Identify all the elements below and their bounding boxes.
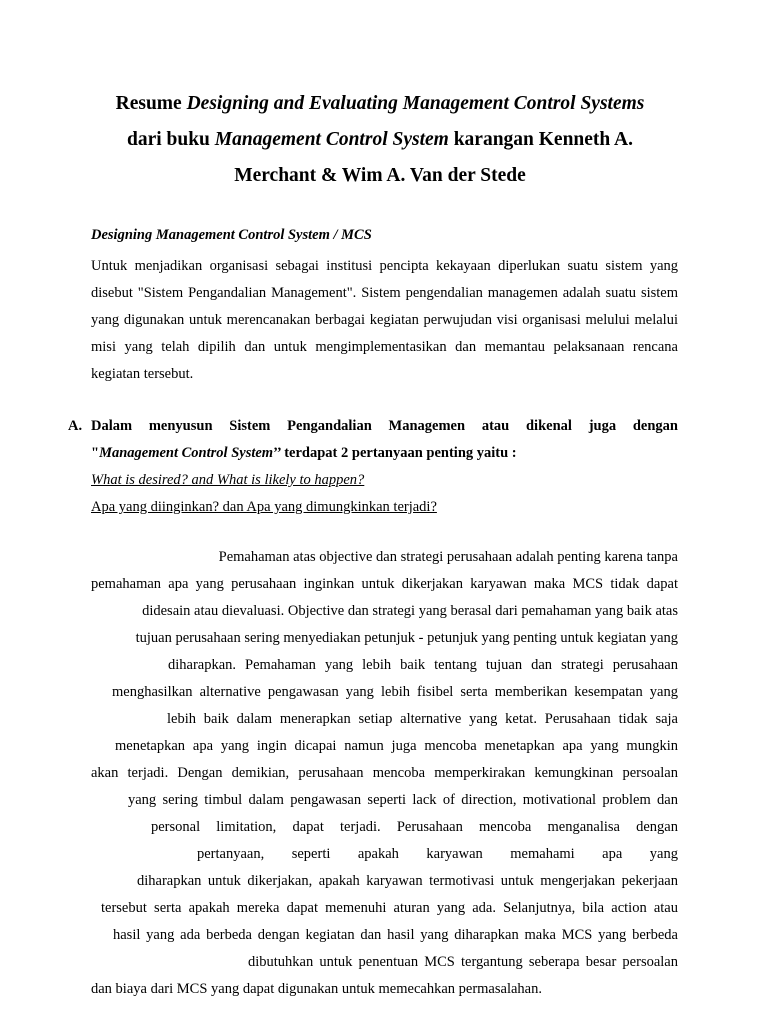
- list-item-line-1: Dalam menyusun Sistem Pengandalian Managemen atau dikenal juga dengan: [91, 418, 678, 434]
- document-title: [60, 86, 700, 194]
- body-line-14: tersebut serta apakah mereka dapat memenuhi aturan yang ada. Selanjutnya, bila action atau: [101, 900, 678, 916]
- body-line-17: dan biaya dari MCS yang dapat digunakan untuk memecahkan permasalahan.: [91, 981, 542, 997]
- body-line-16: dibutuhkan untuk penentuan MCS tergantung seberapa besar persoalan: [248, 954, 678, 970]
- body-paragraph: [91, 544, 678, 1003]
- question-english: What is desired? and What is likely to happen?: [91, 472, 365, 488]
- intro-paragraph: Untuk menjadikan organisasi sebagai institusi pencipta kekayaan diperlukan suatu sistem yang disebut "Sistem Pengandalian Management". Sistem pengendalian managemen adalah suatu sistem yang digunakan untuk merencanakan berbagai kegiatan perwujudan visi organisasi melului melalui misi yang telah dipilih dan untuk mengimplementasikan dan memantau pelaksanaan rencana kegiatan tersebut.: [91, 258, 678, 382]
- question-indonesian: Apa yang diinginkan? dan Apa yang dimungkinkan terjadi?: [91, 499, 437, 515]
- title-line-1: Resume Designing and Evaluating Management Control Systems: [115, 93, 645, 114]
- body-line-5: diharapkan. Pemahaman yang lebih baik tentang tujuan dan strategi perusahaan: [168, 657, 678, 673]
- body-line-6: menghasilkan alternative pengawasan yang lebih fisibel serta memberikan kesempatan yang: [112, 684, 678, 700]
- body-line-2: pemahaman apa yang perusahaan inginkan untuk dikerjakan karyawan maka MCS tidak dapat: [91, 576, 678, 592]
- title-line-3: Merchant & Wim A. Van der Stede: [234, 165, 526, 186]
- body-line-8: menetapkan apa yang ingin dicapai namun juga mencoba menetapkan apa yang mungkin: [115, 738, 678, 754]
- section-heading: Designing Management Control System / MCS: [91, 227, 372, 243]
- body-line-9: akan terjadi. Dengan demikian, perusahaan mencoba memperkirakan kemungkinan persoalan: [91, 765, 678, 781]
- body-line-11: personal limitation, dapat terjadi. Perusahaan mencoba menganalisa dengan: [151, 819, 678, 835]
- body-line-3: didesain atau dievaluasi. Objective dan strategi yang berasal dari pemahaman yang baik atas: [142, 603, 678, 619]
- title-line-2: dari buku Management Control System karangan Kenneth A.: [126, 129, 634, 150]
- body-line-12: pertanyaan, seperti apakah karyawan memahami apa yang: [197, 846, 678, 862]
- body-line-7: lebih baik dalam menerapkan setiap alternative yang ketat. Perusahaan tidak saja: [167, 711, 678, 727]
- body-line-10: yang sering timbul dalam pengawasan seperti lack of direction, motivational problem dan: [128, 792, 678, 808]
- list-item-line-2: "Management Control System’’ terdapat 2 pertanyaan penting yaitu :: [91, 445, 517, 461]
- list-marker: A.: [68, 418, 83, 434]
- body-line-1: Pemahaman atas objective dan strategi perusahaan adalah penting karena tanpa: [218, 549, 678, 565]
- body-line-13: diharapkan untuk dikerjakan, apakah karyawan termotivasi untuk mengerjakan pekerjaan: [137, 873, 678, 889]
- body-line-4: tujuan perusahaan sering menyediakan petunjuk - petunjuk yang penting untuk kegiatan yang: [135, 630, 678, 646]
- list-item-body: [91, 413, 678, 521]
- body-line-15: hasil yang ada berbeda dengan kegiatan dan hasil yang diharapkan maka MCS yang berbeda: [113, 927, 678, 943]
